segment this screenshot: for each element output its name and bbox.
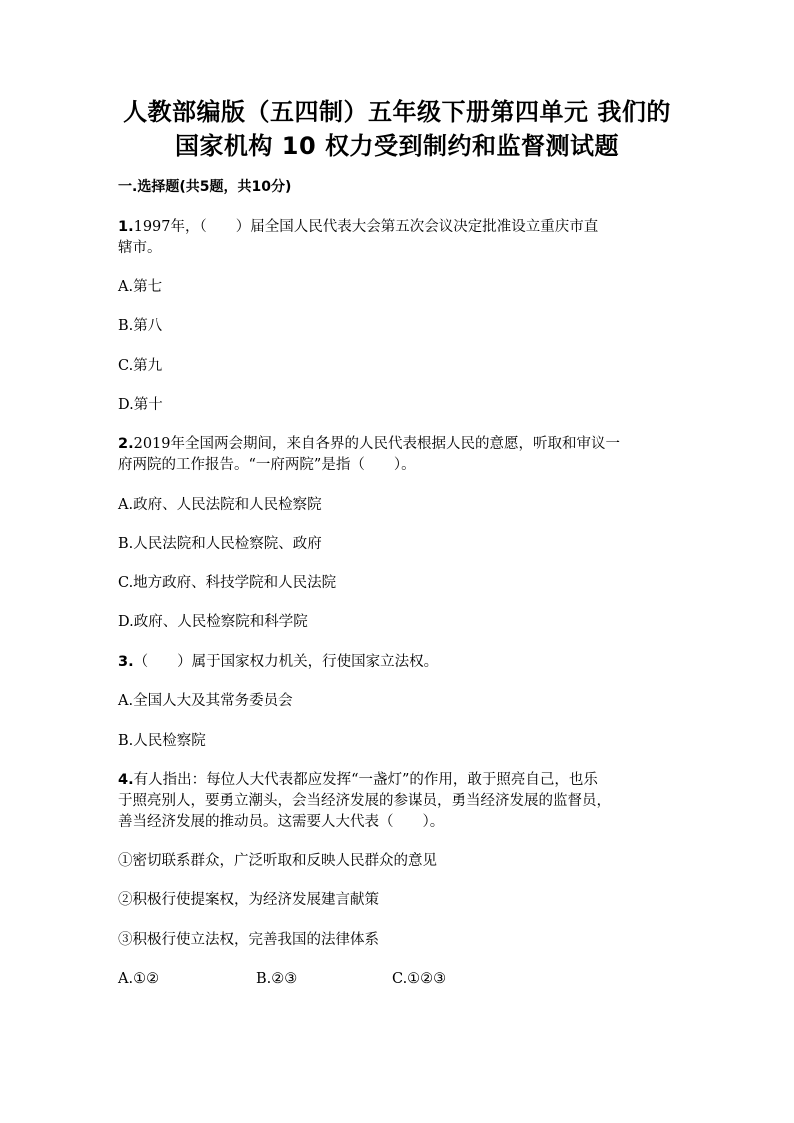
document-title-line-1: 人教部编版（五四制）五年级下册第四单元 我们的 <box>123 98 671 126</box>
question-1-stem-line-1: 1.1997年，（ ）届全国人民代表大会第五次会议决定批准设立重庆市直 <box>118 219 599 235</box>
question-2-number: 2. <box>118 436 134 452</box>
question-4-statement-2: ②积极行使提案权，为经济发展建言献策 <box>118 892 379 908</box>
question-4-option-c: C.①②③ <box>392 971 447 987</box>
question-4-stem-line-1: 4.有人指出：每位人大代表都应发挥“一盏灯”的作用，敢于照亮自己，也乐 <box>118 772 598 788</box>
question-4-option-a: A.①② <box>118 971 160 987</box>
question-4-statement-1: ①密切联系群众，广泛听取和反映人民群众的意见 <box>118 853 437 869</box>
document-title-line-2: 国家机构 10 权力受到制约和监督测试题 <box>174 132 620 160</box>
question-1-stem-line-2: 辖市。 <box>118 240 162 256</box>
question-1-option-d: D.第十 <box>118 397 163 413</box>
question-4-number: 4. <box>118 772 134 788</box>
question-2-stem-line-2: 府两院的工作报告。“一府两院”是指（ ）。 <box>118 457 416 473</box>
question-3-stem: 3.（ ）属于国家权力机关，行使国家立法权。 <box>118 654 439 670</box>
question-4-stem-line-3: 善当经济发展的推动员。这需要人大代表（ ）。 <box>118 814 445 830</box>
question-1-number: 1. <box>118 219 134 235</box>
question-3-number: 3. <box>118 654 134 670</box>
question-2-option-a: A.政府、人民法院和人民检察院 <box>118 497 322 513</box>
section-heading: 一.选择题(共5题，共10分) <box>118 179 292 195</box>
question-4-option-b: B.②③ <box>256 971 298 987</box>
question-1-option-a: A.第七 <box>118 279 163 295</box>
question-1-option-c: C.第九 <box>118 358 163 374</box>
question-2-option-d: D.政府、人民检察院和科学院 <box>118 614 308 630</box>
question-2-option-b: B.人民法院和人民检察院、政府 <box>118 536 322 552</box>
question-1-option-b: B.第八 <box>118 318 163 334</box>
question-4-statement-3: ③积极行使立法权，完善我国的法律体系 <box>118 932 379 948</box>
question-4-stem-line-2: 于照亮别人，要勇立潮头，会当经济发展的参谋员，勇当经济发展的监督员， <box>118 793 611 809</box>
question-2-stem-line-1: 2.2019年全国两会期间，来自各界的人民代表根据人民的意愿，听取和审议一 <box>118 436 621 452</box>
question-2-option-c: C.地方政府、科技学院和人民法院 <box>118 575 337 591</box>
question-3-option-a: A.全国人大及其常务委员会 <box>118 693 293 709</box>
question-3-option-b: B.人民检察院 <box>118 733 206 749</box>
